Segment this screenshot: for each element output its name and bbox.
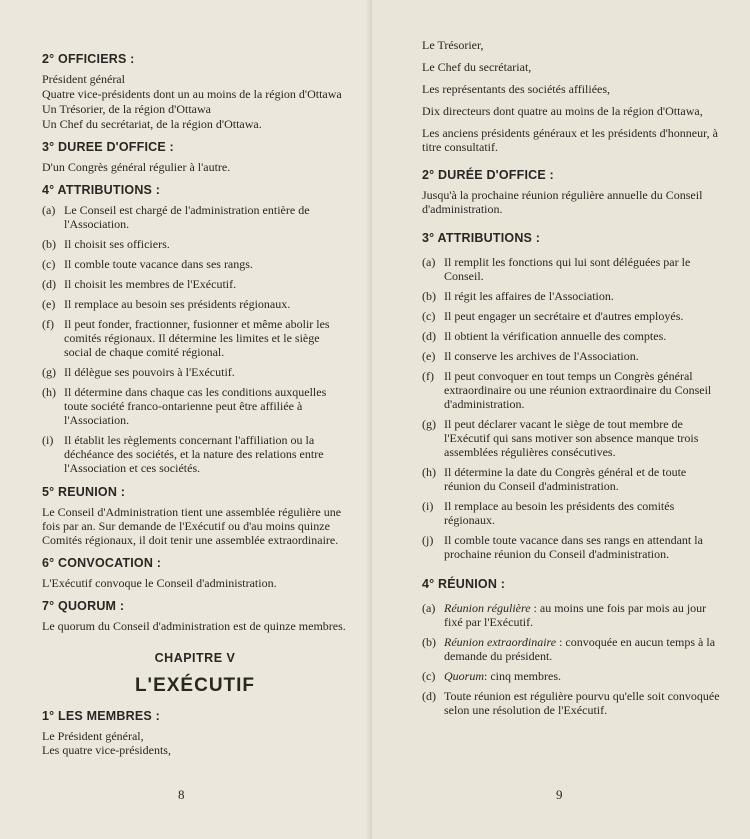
item-text: Il choisit ses officiers. xyxy=(64,237,170,251)
text-line: Président général xyxy=(42,72,125,86)
item-marker: (d) xyxy=(42,277,56,291)
item-text: Il obtient la vérification annuelle des comptes. xyxy=(444,329,667,343)
paragraph: D'un Congrès général régulier à l'autre. xyxy=(42,160,231,174)
text-line: Le Chef du secrétariat, xyxy=(422,60,532,74)
item-text: : au moins une fois par mois au jour fixé par l'Exécutif. xyxy=(444,601,707,629)
page-number: 9 xyxy=(556,787,563,802)
item-marker: (g) xyxy=(42,365,56,379)
item-marker: (c) xyxy=(422,669,436,683)
list-item xyxy=(422,309,720,323)
list-item xyxy=(42,297,348,311)
item-marker: (h) xyxy=(422,465,436,479)
text-line: Quatre vice-présidents dont un au moins de la région d'Ottawa xyxy=(42,87,342,101)
paragraph: L'Exécutif convoque le Conseil d'administration. xyxy=(42,576,277,590)
item-label: Réunion régulière xyxy=(444,601,531,615)
item-marker: (c) xyxy=(42,257,56,271)
page-number: 8 xyxy=(178,787,185,802)
list-item xyxy=(42,317,348,359)
list-item xyxy=(422,289,720,303)
section-heading: 3° DUREE D'OFFICE : xyxy=(42,140,174,154)
item-label: Réunion extraordinaire xyxy=(444,635,557,649)
item-marker: (f) xyxy=(42,317,54,331)
item-marker: (j) xyxy=(422,533,434,547)
list-item xyxy=(42,257,348,271)
section-heading: 2° DURÉE D'OFFICE : xyxy=(422,168,554,182)
item-marker: (f) xyxy=(422,369,434,383)
list-item xyxy=(42,237,348,251)
item-marker: (i) xyxy=(422,499,434,513)
list-item xyxy=(42,385,348,427)
section-heading: 2° OFFICIERS : xyxy=(42,52,135,66)
section-heading: 6° CONVOCATION : xyxy=(42,556,162,570)
list-item xyxy=(422,349,720,363)
item-marker: (i) xyxy=(42,433,54,447)
item-text: Il remplace au besoin les présidents des comités régionaux. xyxy=(444,499,675,527)
list-item xyxy=(422,533,720,561)
item-marker: (b) xyxy=(422,289,436,303)
item-marker: (e) xyxy=(42,297,56,311)
paragraph: Jusqu'à la prochaine réunion régulière annuelle du Conseil d'administration. xyxy=(422,188,703,216)
text-line: Un Chef du secrétariat, de la région d'Ottawa. xyxy=(42,117,262,131)
list-item xyxy=(422,255,720,283)
item-marker: (d) xyxy=(422,689,436,703)
list-item xyxy=(422,417,720,459)
list-item xyxy=(422,499,720,527)
item-text: Le Conseil est chargé de l'administration entière de l'Association. xyxy=(64,203,310,231)
section-heading: 4° ATTRIBUTIONS : xyxy=(42,183,161,197)
item-marker: (a) xyxy=(422,255,436,269)
item-text: Il détermine dans chaque cas les conditions auxquelles toute société franco-ontarienne peut être affiliée à l'Association. xyxy=(64,385,327,427)
item-text: Il peut engager un secrétaire et d'autres employés. xyxy=(444,309,684,323)
item-text: Il délègue ses pouvoirs à l'Exécutif. xyxy=(64,365,235,379)
item-text: Il établit les règlements concernant l'affiliation ou la déchéance des sociétés, et la nature des relations entre l'Association et ces sociétés. xyxy=(64,433,324,475)
section-heading: 5° REUNION : xyxy=(42,485,126,499)
list-item xyxy=(422,329,720,343)
item-text: Il peut fonder, fractionner, fusionner et même abolir les comités régionaux. Il détermine les limites et le siège social de chaque comité régional. xyxy=(64,317,330,359)
text-line: Les anciens présidents généraux et les présidents d'honneur, à titre consultatif. xyxy=(422,126,718,154)
text-line: Le Président général, xyxy=(42,729,144,743)
paragraph: Le quorum du Conseil d'administration est de quinze membres. xyxy=(42,619,346,633)
item-text: Il régit les affaires de l'Association. xyxy=(444,289,614,303)
item-marker: (c) xyxy=(422,309,436,323)
section-heading: 3° ATTRIBUTIONS : xyxy=(422,231,541,245)
item-text: Il choisit les membres de l'Exécutif. xyxy=(64,277,237,291)
list-item xyxy=(422,369,720,411)
item-marker: (d) xyxy=(422,329,436,343)
list-item xyxy=(42,277,348,291)
item-text: : convoquée en aucun temps à la demande du président. xyxy=(444,635,716,663)
item-text: Il peut convoquer en tout temps un Congrès général extraordinaire ou une réunion extraordinaire du Conseil d'administration. xyxy=(444,369,712,411)
chapter-number: CHAPITRE V xyxy=(154,651,236,665)
section-heading: 7° QUORUM : xyxy=(42,599,125,613)
section-heading: 1° LES MEMBRES : xyxy=(42,709,160,723)
list-item xyxy=(422,689,720,717)
item-marker: (h) xyxy=(42,385,56,399)
item-marker: (a) xyxy=(42,203,56,217)
item-text: : cinq membres. xyxy=(484,669,561,683)
item-text: Il conserve les archives de l'Association. xyxy=(444,349,639,363)
list-item xyxy=(42,203,348,231)
left-page xyxy=(0,0,372,839)
item-marker: (g) xyxy=(422,417,436,431)
item-text: Il remplace au besoin ses présidents régionaux. xyxy=(64,297,291,311)
item-text: Il remplit les fonctions qui lui sont déléguées par le Conseil. xyxy=(444,255,691,283)
right-page xyxy=(372,0,750,839)
item-text: Toute réunion est régulière pourvu qu'elle soit convoquée selon une résolution de l'Exécutif. xyxy=(444,689,720,717)
item-text: Il comble toute vacance dans ses rangs. xyxy=(64,257,253,271)
item-text: Il détermine la date du Congrès général et de toute réunion du Conseil d'administration. xyxy=(444,465,687,493)
list-item xyxy=(42,365,348,379)
item-text: Il comble toute vacance dans ses rangs en attendant la prochaine réunion du Conseil d'administration. xyxy=(444,533,703,561)
text-line: Dix directeurs dont quatre au moins de la région d'Ottawa, xyxy=(422,104,703,118)
list-item xyxy=(422,465,720,493)
item-marker: (b) xyxy=(422,635,436,649)
list-item xyxy=(422,669,720,683)
paragraph: Le Conseil d'Administration tient une assemblée régulière une fois par an. Sur demande de l'Exécutif ou d'au moins quinze Comités régionaux, il doit tenir une assemblée extraordinaire. xyxy=(42,505,342,547)
section-heading: 4° RÉUNION : xyxy=(422,577,506,591)
text-line: Les représentants des sociétés affiliées, xyxy=(422,82,611,96)
list-item xyxy=(422,635,720,663)
item-marker: (b) xyxy=(42,237,56,251)
list-item xyxy=(422,601,720,629)
chapter-title: L'EXÉCUTIF xyxy=(134,675,256,696)
item-marker: (e) xyxy=(422,349,436,363)
item-label: Quorum xyxy=(444,669,485,683)
item-marker: (a) xyxy=(422,601,436,615)
text-line: Un Trésorier, de la région d'Ottawa xyxy=(42,102,211,116)
text-line: Le Trésorier, xyxy=(422,38,484,52)
text-line: Les quatre vice-présidents, xyxy=(42,743,171,757)
item-text: Il peut déclarer vacant le siège de tout membre de l'Exécutif qui sans motiver son absence manque trois assemblées régulières consécutives. xyxy=(444,417,699,459)
list-item xyxy=(42,433,348,475)
